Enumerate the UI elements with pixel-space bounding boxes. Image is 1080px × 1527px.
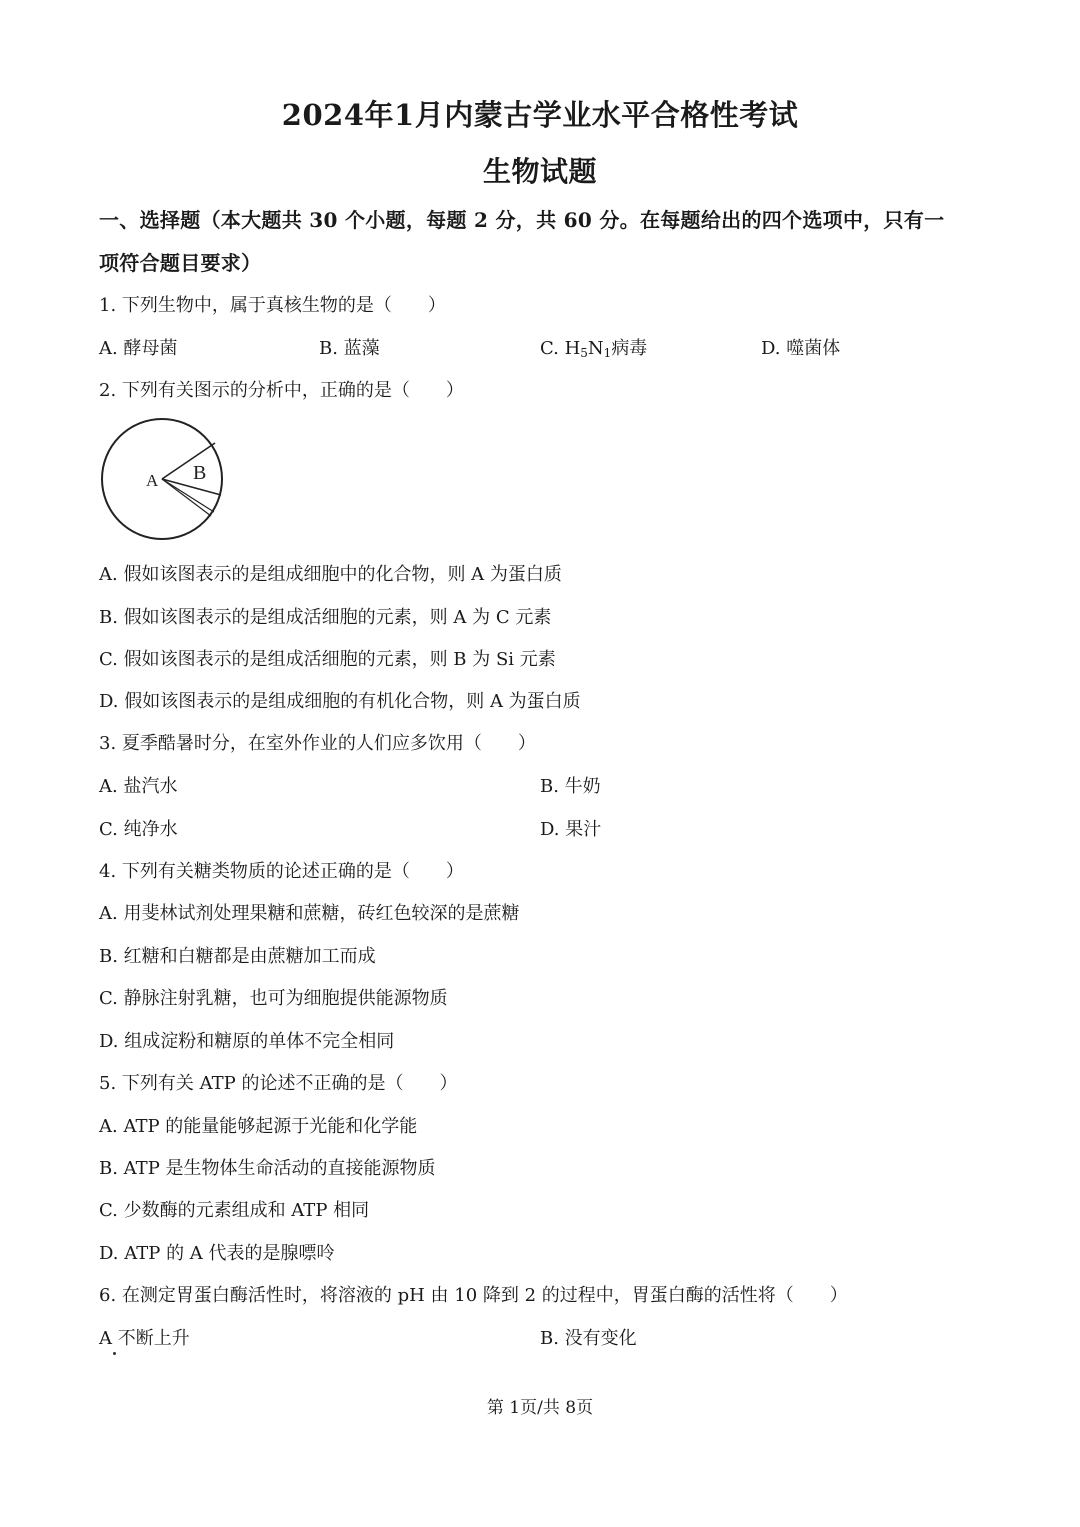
question-1-stem: 1. 下列生物中，属于真核生物的是（ ） bbox=[99, 295, 446, 316]
question-1-option-b: B. 蓝藻 bbox=[319, 338, 380, 359]
question-4-option-d: D. 组成淀粉和糖原的单体不完全相同 bbox=[99, 1031, 395, 1052]
question-3-option-b: B. 牛奶 bbox=[540, 776, 601, 797]
page-footer: 第 1页/共 8页 bbox=[486, 1398, 594, 1418]
question-2-option-d: D. 假如该图表示的是组成细胞的有机化合物，则 A 为蛋白质 bbox=[99, 691, 581, 712]
pie-label-b: B bbox=[193, 462, 207, 484]
exam-title: 2024年1月内蒙古学业水平合格性考试 bbox=[281, 98, 799, 132]
question-1-option-a: A. 酵母菌 bbox=[99, 338, 178, 359]
question-4-option-a: A. 用斐林试剂处理果糖和蔗糖，砖红色较深的是蔗糖 bbox=[99, 903, 520, 924]
question-3-option-a: A. 盐汽水 bbox=[99, 776, 178, 797]
question-5-option-b: B. ATP 是生物体生命活动的直接能源物质 bbox=[99, 1158, 436, 1179]
pie-divider-2 bbox=[162, 479, 221, 495]
option-c-text-h: C. H bbox=[540, 338, 581, 359]
question-1-option-c bbox=[540, 334, 647, 360]
question-3-stem: 3. 夏季酷暑时分，在室外作业的人们应多饮用（ ） bbox=[99, 733, 536, 754]
pie-divider-1 bbox=[162, 443, 215, 479]
exam-subtitle: 生物试题 bbox=[482, 155, 597, 188]
option-c-subscript-1: 1 bbox=[603, 346, 612, 360]
question-2-option-b: B. 假如该图表示的是组成活细胞的元素，则 A 为 C 元素 bbox=[99, 607, 552, 628]
question-1-option-d: D. 噬菌体 bbox=[761, 338, 841, 359]
section-heading-line1: 一、选择题（本大题共 30 个小题，每题 2 分，共 60 分。在每题给出的四个选项中，只有一 bbox=[99, 208, 945, 232]
question-6-option-a: A 不断上升 bbox=[99, 1328, 190, 1349]
option-c-text-virus: 病毒 bbox=[611, 338, 648, 359]
question-4-option-c: C. 静脉注射乳糖，也可为细胞提供能源物质 bbox=[99, 988, 448, 1009]
pie-label-a: A bbox=[146, 471, 159, 490]
pie-divider-4 bbox=[162, 479, 211, 516]
question-6-stem: 6. 在测定胃蛋白酶活性时，将溶液的 pH 由 10 降到 2 的过程中，胃蛋白酶的活性将（ ） bbox=[99, 1285, 848, 1306]
question-2-option-a: A. 假如该图表示的是组成细胞中的化合物，则 A 为蛋白质 bbox=[99, 564, 562, 585]
pie-figure bbox=[95, 415, 230, 545]
option-c-subscript-5: 5 bbox=[580, 346, 588, 360]
question-4-option-b: B. 红糖和白糖都是由蔗糖加工而成 bbox=[99, 946, 376, 967]
question-3-option-c: C. 纯净水 bbox=[99, 819, 178, 840]
question-3-option-d: D. 果汁 bbox=[540, 819, 602, 840]
question-6-option-b: B. 没有变化 bbox=[540, 1328, 637, 1349]
question-5-stem: 5. 下列有关 ATP 的论述不正确的是（ ） bbox=[99, 1073, 458, 1094]
question-5-option-a: A. ATP 的能量能够起源于光能和化学能 bbox=[99, 1116, 418, 1137]
question-2-stem: 2. 下列有关图示的分析中，正确的是（ ） bbox=[99, 380, 464, 401]
question-2-option-c: C. 假如该图表示的是组成活细胞的元素，则 B 为 Si 元素 bbox=[99, 649, 556, 670]
question-5-option-d: D. ATP 的 A 代表的是腺嘌呤 bbox=[99, 1243, 335, 1264]
stray-dot bbox=[113, 1352, 116, 1355]
section-heading-line2: 项符合题目要求） bbox=[99, 251, 262, 275]
question-5-option-c: C. 少数酶的元素组成和 ATP 相同 bbox=[99, 1200, 370, 1221]
option-c-text-n: N bbox=[587, 338, 604, 359]
question-4-stem: 4. 下列有关糖类物质的论述正确的是（ ） bbox=[99, 861, 464, 882]
